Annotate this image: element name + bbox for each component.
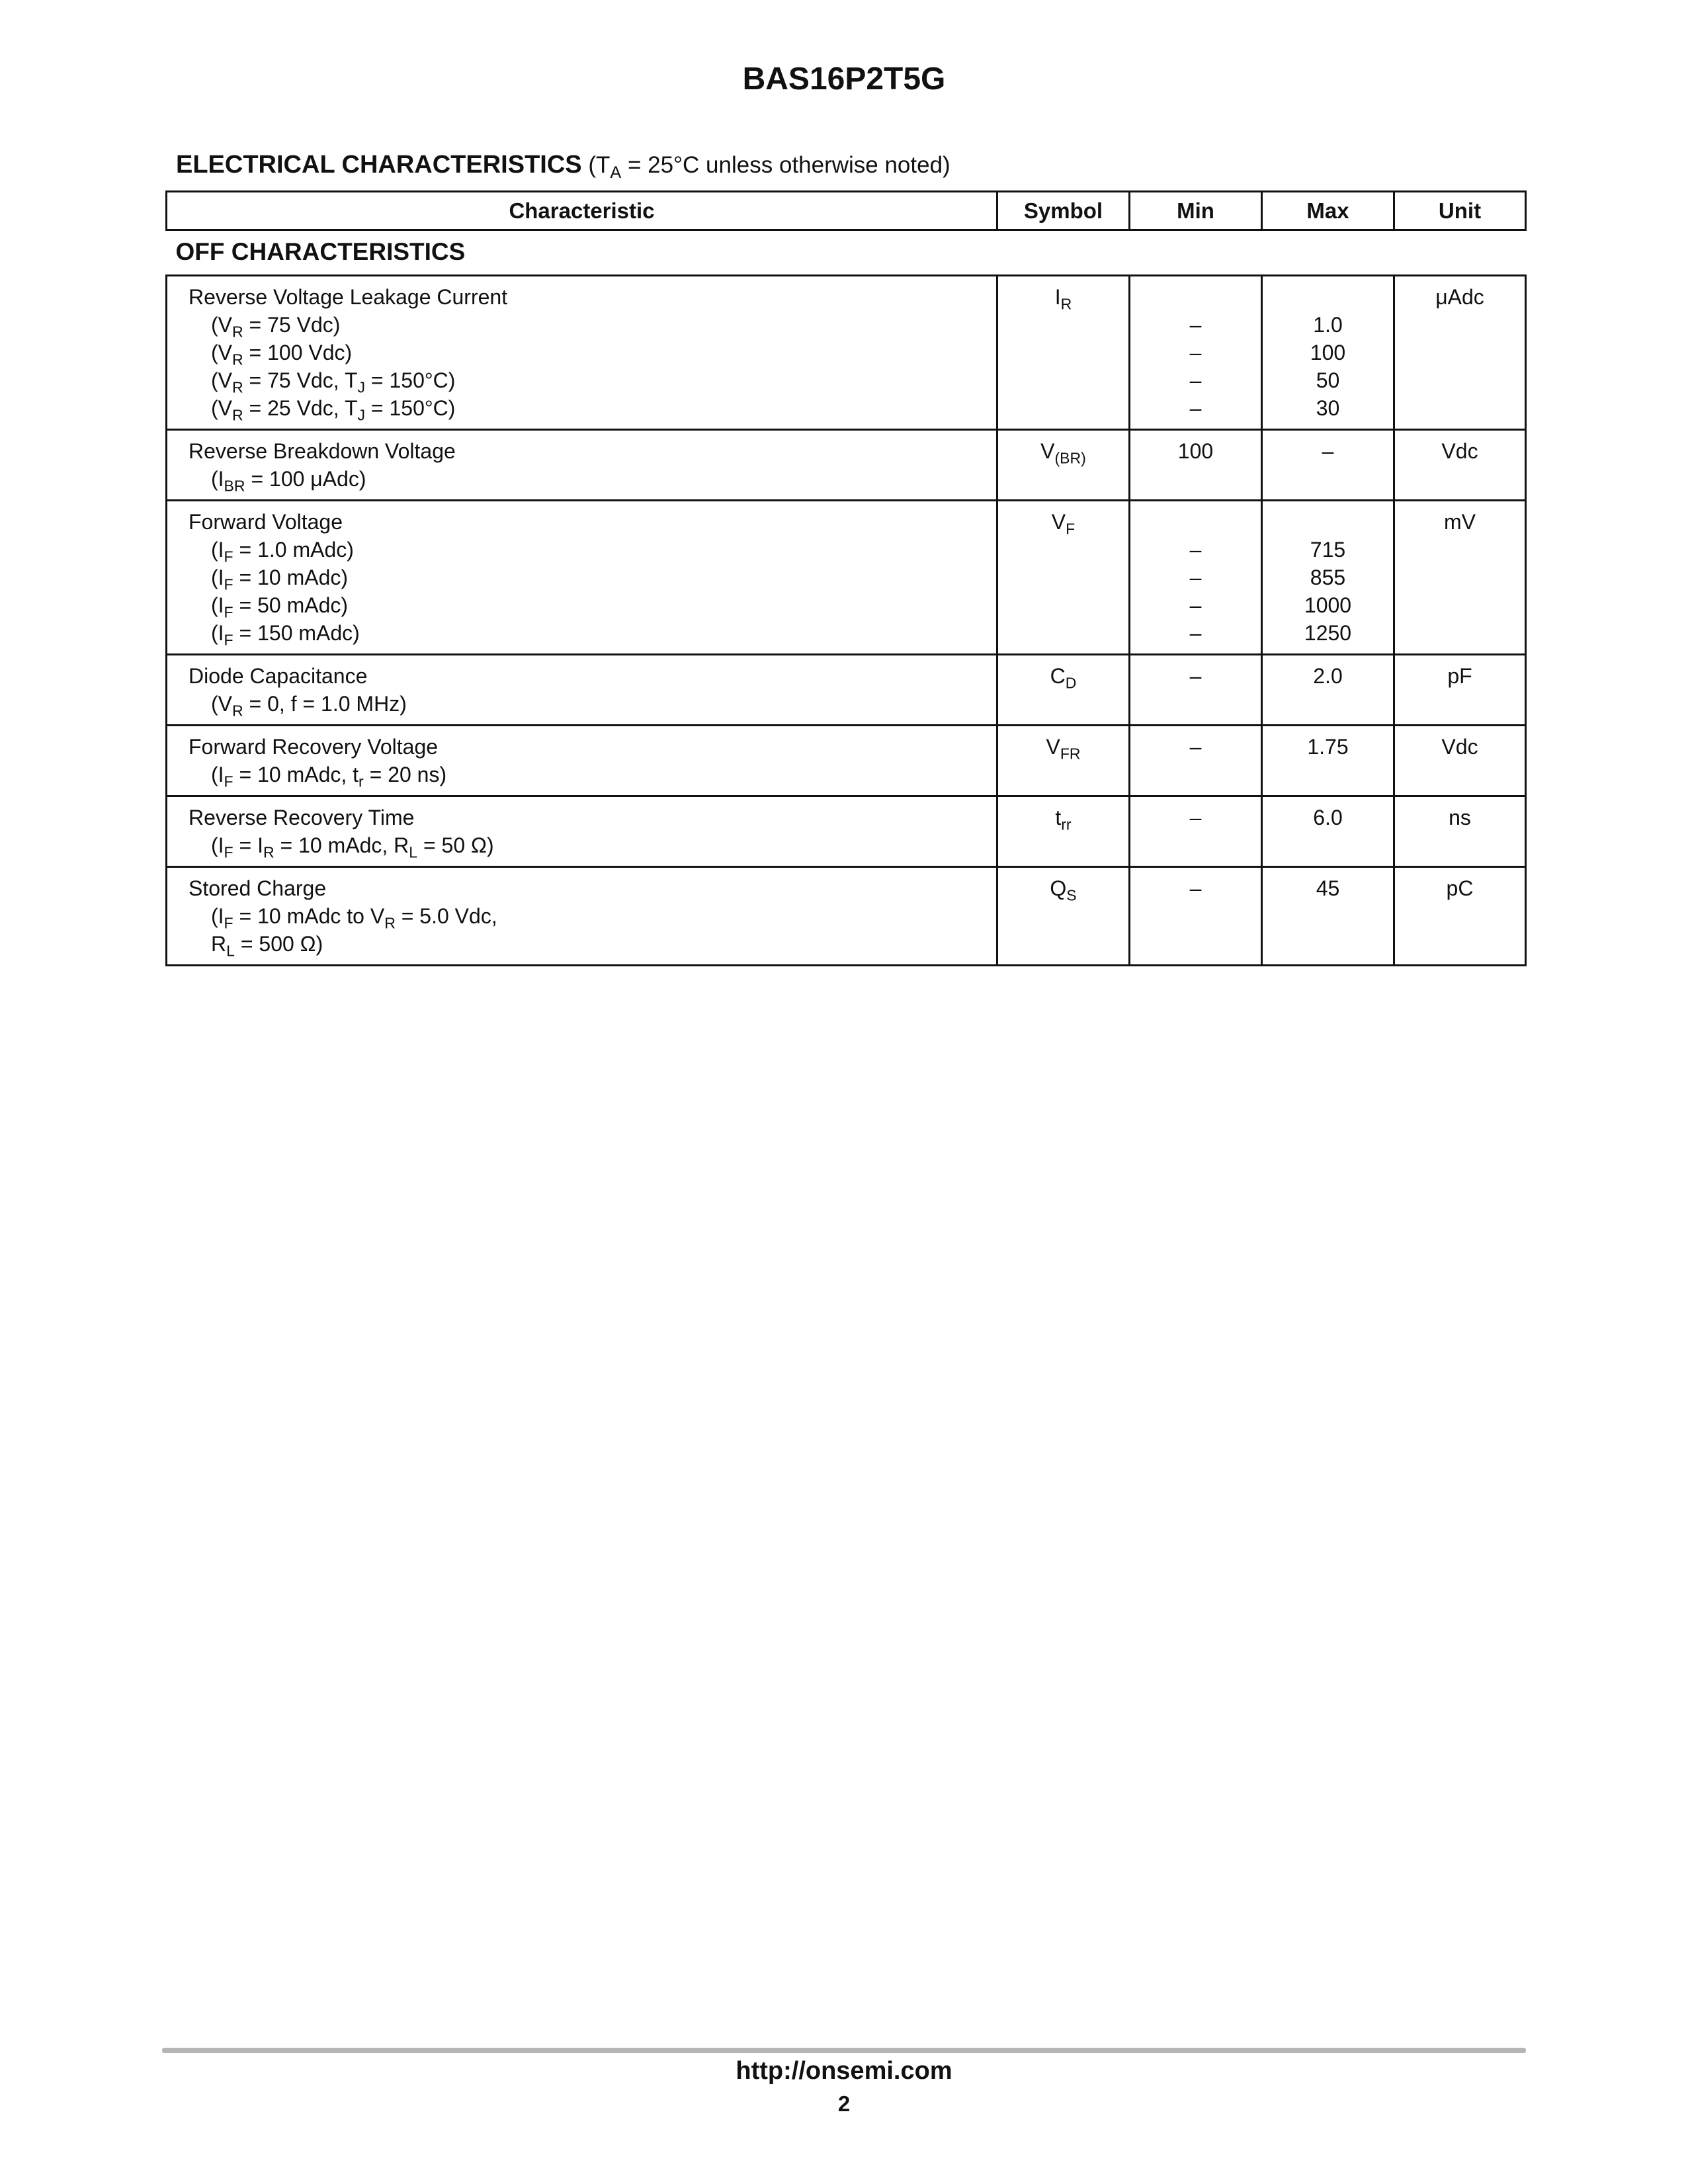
test-condition: ($I_F = I_R = 10$ mAdc, $R_L = 50$ Ω) (211, 833, 494, 861)
group-label: OFF CHARACTERISTICS (167, 230, 1526, 276)
section-heading (176, 151, 950, 183)
table-row (167, 726, 1526, 796)
max-value: – (1322, 439, 1334, 463)
min-cell (1130, 501, 1262, 655)
characteristic-title: Forward Recovery Voltage (189, 735, 439, 759)
max-value: 1000 (1304, 593, 1352, 617)
symbol-cell (997, 276, 1130, 430)
test-condition: ($I_F = 10$ mAdc to $V_R = 5.0$ Vdc, (211, 904, 497, 932)
min-value: 100 (1177, 439, 1214, 463)
table-header-row (167, 192, 1526, 230)
test-condition: ($I_F = 10$ mAdc, $t_r = 20$ ns) (211, 763, 447, 790)
min-cell (1130, 796, 1262, 867)
table-row (167, 430, 1526, 501)
table-row (167, 655, 1526, 726)
header-characteristic: Characteristic (167, 192, 997, 230)
unit-cell (1394, 796, 1526, 867)
test-condition: ($V_R = 0$, f = 1.0 MHz) (211, 692, 407, 720)
characteristic-title: Diode Capacitance (189, 664, 368, 688)
test-condition: $R_L = 500$ Ω) (211, 932, 323, 960)
min-value: – (1189, 396, 1202, 420)
unit-value: μAdc (1435, 285, 1484, 309)
test-condition: ($V_R = 75$ Vdc) (211, 313, 341, 341)
min-value: – (1189, 341, 1202, 364)
min-cell (1130, 430, 1262, 501)
test-condition: ($I_F = 50$ mAdc) (211, 593, 349, 621)
symbol: $V_F$ (1051, 510, 1076, 538)
max-value (1263, 283, 1393, 311)
max-value: 30 (1316, 396, 1340, 420)
unit-cell (1394, 276, 1526, 430)
symbol-cell (997, 655, 1130, 726)
characteristic-cell (167, 726, 997, 796)
symbol: $C_D$ (1050, 664, 1077, 692)
min-cell (1130, 726, 1262, 796)
unit-cell (1394, 867, 1526, 966)
symbol: $Q_S$ (1050, 876, 1077, 904)
test-condition: ($I_F = 10$ mAdc) (211, 566, 349, 593)
section-title: ELECTRICAL CHARACTERISTICS (176, 151, 582, 179)
unit-value: Vdc (1441, 735, 1478, 759)
symbol: $V_{FR}$ (1046, 735, 1081, 763)
unit-value: pC (1446, 876, 1474, 900)
document-title: BAS16P2T5G (742, 62, 946, 97)
max-value: 45 (1316, 876, 1340, 900)
unit-cell (1394, 501, 1526, 655)
test-condition: ($I_F = 1.0$ mAdc) (211, 538, 354, 566)
max-cell (1262, 430, 1394, 501)
characteristic-title: Reverse Breakdown Voltage (189, 439, 456, 463)
characteristic-cell (167, 276, 997, 430)
table-row (167, 796, 1526, 867)
electrical-characteristics-table (165, 190, 1527, 966)
header-min: Min (1130, 192, 1262, 230)
test-condition: ($V_R = 25$ Vdc, $T_J = 150^\circ C$) (211, 396, 456, 424)
header-max: Max (1262, 192, 1394, 230)
min-cell (1130, 276, 1262, 430)
max-value: 6.0 (1313, 806, 1343, 829)
max-cell (1262, 655, 1394, 726)
unit-value: Vdc (1441, 439, 1478, 463)
header-symbol: Symbol (997, 192, 1130, 230)
max-cell (1262, 796, 1394, 867)
max-value: 2.0 (1313, 664, 1343, 688)
unit-value: pF (1447, 664, 1472, 688)
unit-value: ns (1449, 806, 1471, 829)
characteristic-title: Forward Voltage (189, 510, 343, 534)
symbol-cell (997, 501, 1130, 655)
min-value: – (1189, 593, 1202, 617)
max-cell (1262, 276, 1394, 430)
symbol: $I_R$ (1054, 285, 1072, 313)
watermark (812, 1089, 816, 1103)
max-value: 50 (1316, 368, 1340, 392)
symbol-cell (997, 430, 1130, 501)
min-value: – (1189, 313, 1202, 337)
min-value: – (1189, 735, 1202, 759)
symbol: $t_{rr}$ (1055, 806, 1072, 833)
group-row (167, 230, 1526, 276)
symbol: $V_{(BR)}$ (1040, 439, 1086, 467)
characteristic-title: Stored Charge (189, 876, 327, 900)
max-value (1263, 508, 1393, 536)
test-condition: ($V_R = 100$ Vdc) (211, 341, 353, 368)
characteristic-title: Reverse Voltage Leakage Current (189, 285, 508, 309)
section-condition: ($T_A = 25^\circ C$ unless otherwise noted) (588, 152, 950, 183)
min-cell (1130, 655, 1262, 726)
min-value (1130, 283, 1261, 311)
table-row (167, 501, 1526, 655)
max-value: 100 (1310, 341, 1346, 364)
table-body (167, 230, 1526, 966)
symbol-cell (997, 867, 1130, 966)
min-value: – (1189, 538, 1202, 562)
max-cell (1262, 726, 1394, 796)
test-condition: ($I_F = 150$ mAdc) (211, 621, 360, 649)
footer-rule (162, 2048, 1526, 2053)
characteristic-cell (167, 867, 997, 966)
max-value: 1250 (1304, 621, 1352, 645)
test-condition: ($I_{BR} = 100$ μAdc) (211, 467, 366, 495)
min-value: – (1189, 621, 1202, 645)
min-value: – (1189, 876, 1202, 900)
max-value: 715 (1310, 538, 1346, 562)
footer-url: http://onsemi.com (736, 2057, 952, 2085)
max-cell (1262, 867, 1394, 966)
test-condition: ($V_R = 75$ Vdc, $T_J = 150^\circ C$) (211, 368, 456, 396)
max-cell (1262, 501, 1394, 655)
page-number: 2 (837, 2091, 851, 2116)
characteristic-title: Reverse Recovery Time (189, 806, 415, 829)
unit-cell (1394, 655, 1526, 726)
min-value: – (1189, 806, 1202, 829)
max-value: 1.75 (1307, 735, 1349, 759)
table-row (167, 867, 1526, 966)
symbol-cell (997, 726, 1130, 796)
table-row (167, 276, 1526, 430)
min-value (1130, 508, 1261, 536)
unit-value: mV (1444, 510, 1476, 534)
min-cell (1130, 867, 1262, 966)
max-value: 855 (1310, 566, 1346, 589)
unit-cell (1394, 726, 1526, 796)
characteristic-cell (167, 796, 997, 867)
unit-cell (1394, 430, 1526, 501)
min-value: – (1189, 664, 1202, 688)
characteristic-cell (167, 655, 997, 726)
symbol-cell (997, 796, 1130, 867)
characteristic-cell (167, 430, 997, 501)
max-value: 1.0 (1313, 313, 1343, 337)
header-unit: Unit (1394, 192, 1526, 230)
min-value: – (1189, 566, 1202, 589)
min-value: – (1189, 368, 1202, 392)
characteristic-cell (167, 501, 997, 655)
